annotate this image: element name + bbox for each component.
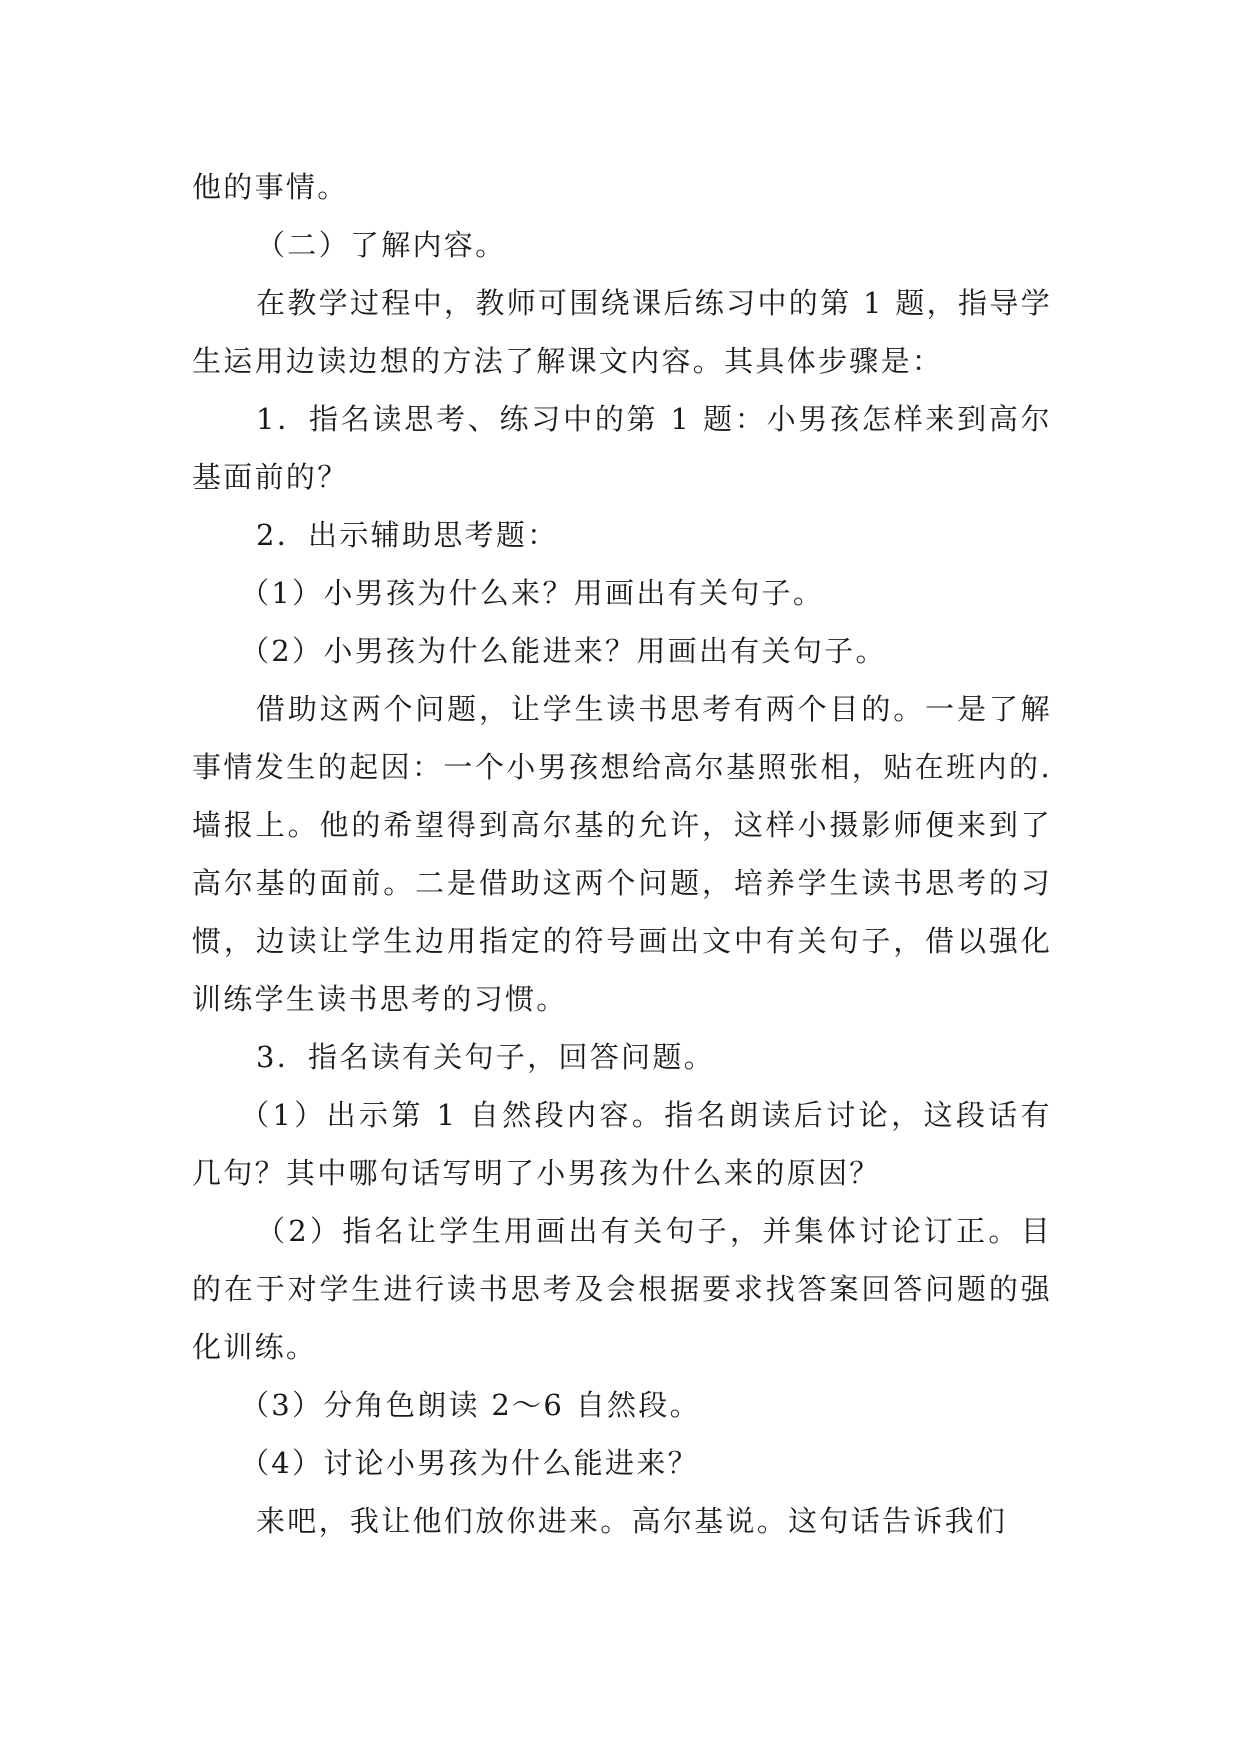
section-heading-understand-content: （二）了解内容。 [256, 228, 507, 262]
substep-4: （4）讨论小男孩为什么能进来？ [240, 1446, 699, 1480]
paragraph-teaching-process: 在教学过程中，教师可围绕课后练习中的第 1 题，指导学生运用边读边想的方法了解课文内容。其具体步骤是： [192, 286, 1052, 378]
substep-2: （2）指名让学生用画出有关句子，并集体讨论订正。目的在于对学生进行读书思考及会根据要求找答案回答问题的强化训练。 [192, 1214, 1052, 1364]
substep-1: （1）出示第 1 自然段内容。指名朗读后讨论，这段话有几句？其中哪句话写明了小男孩为什么来的原因？ [192, 1098, 1052, 1190]
paragraph-continuation: 他的事情。 [192, 170, 349, 204]
step-3: 3．指名读有关句子，回答问题。 [256, 1040, 715, 1074]
question-1: （1）小男孩为什么来？用画出有关句子。 [240, 576, 825, 610]
step-1: 1．指名读思考、练习中的第 1 题：小男孩怎样来到高尔基面前的？ [192, 402, 1052, 494]
substep-3: （3）分角色朗读 2～6 自然段。 [240, 1388, 701, 1422]
document-body [192, 158, 1052, 1550]
paragraph-two-purposes: 借助这两个问题，让学生读书思考有两个目的。一是了解事情发生的起因：一个小男孩想给高尔基照张相，贴在班内的.墙报上。他的希望得到高尔基的允许，这样小摄影师便来到了高尔基的面前。二是借助这两个问题，培养学生读书思考的习惯，边读让学生边用指定的符号画出文中有关句子，借以强化训练学生读书思考的习惯。 [192, 692, 1052, 1016]
question-2: （2）小男孩为什么能进来？用画出有关句子。 [240, 634, 887, 668]
step-2: 2．出示辅助思考题： [256, 518, 559, 552]
paragraph-gorky-quote: 来吧，我让他们放你进来。高尔基说。这句话告诉我们 [256, 1504, 1008, 1538]
